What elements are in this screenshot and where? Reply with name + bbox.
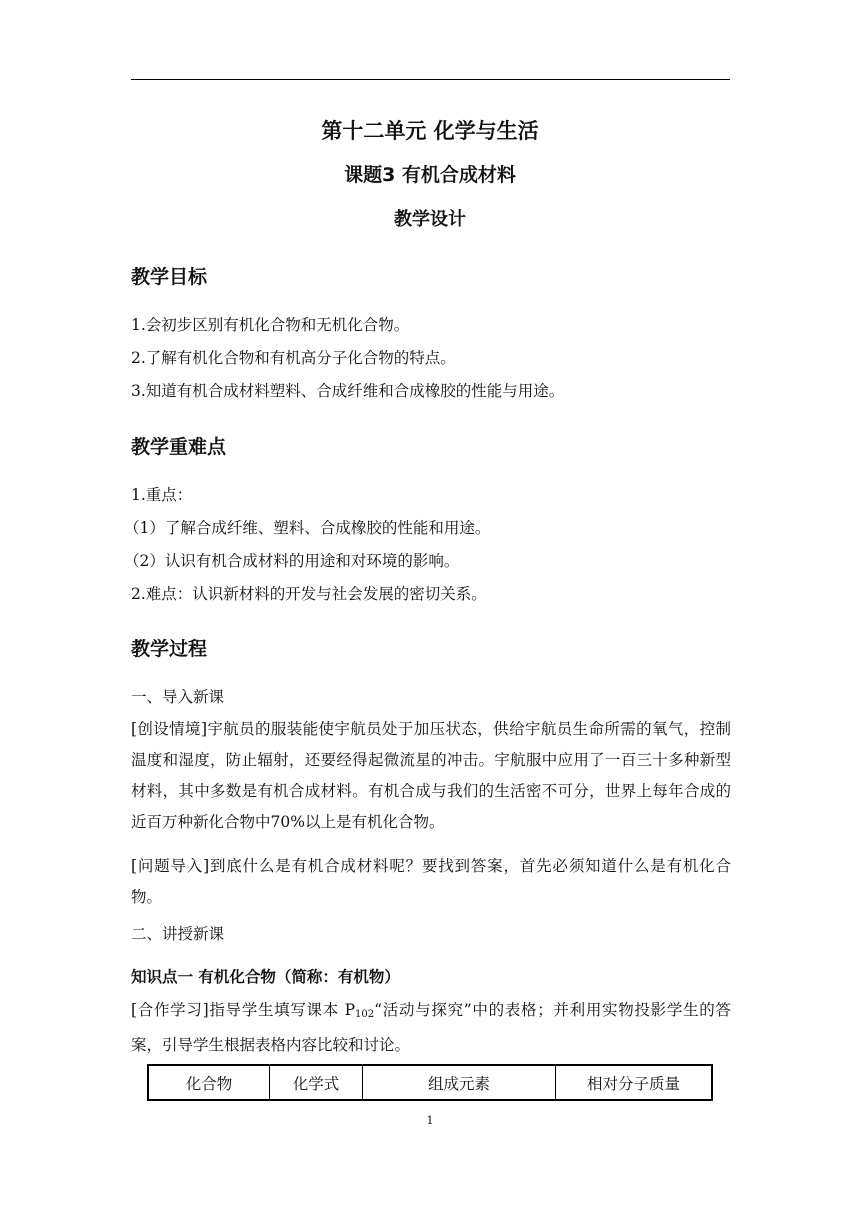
table-header-cell: 相对分子质量 [556, 1065, 713, 1100]
page-number: 1 [426, 1114, 434, 1127]
objective-item-1: 1.会初步区别有机化合物和无机化合物。 [131, 316, 410, 334]
process-heading: 教学过程 [131, 638, 208, 660]
lesson-title: 课题3 有机合成材料 [344, 164, 516, 186]
keypoint-item-1: 1.重点： [131, 486, 193, 504]
header-rule [131, 79, 730, 80]
situation-paragraph: [创设情境]宇航员的服装能使宇航员处于加压状态，供给宇航员生命所需的氧气，控制温度和湿度，防止辐射，还要经得起微流星的冲击。宇航服中应用了一百三十多种新型材料，其中多数是有机合成材料。有机合成与我们的生活密不可分，世界上每年合成的近百万种新化合物中70%以上是有机化合物。 [131, 720, 731, 831]
keypoint-item-2: （1）了解合成纤维、塑料、合成橡胶的性能和用途。 [124, 519, 491, 537]
cooperative-paragraph: [合作学习]指导学生填写课本 $P_{102}“$活动与探究”中的表格；并利用实物投影学生的答案，引导学生根据表格内容比较和讨论。 [131, 1001, 731, 1054]
section-teach: 二、讲授新课 [131, 925, 225, 943]
objectives-heading: 教学目标 [131, 266, 208, 288]
keypoint-item-4: 2.难点：认识新材料的开发与社会发展的密切关系。 [131, 585, 487, 603]
table-header-cell: 化合物 [148, 1065, 270, 1100]
compound-table [147, 1064, 713, 1101]
objective-item-2: 2.了解有机化合物和有机高分子化合物的特点。 [131, 349, 456, 367]
unit-title: 第十二单元 化学与生活 [321, 119, 539, 143]
design-title: 教学设计 [394, 209, 466, 230]
table-header-row [148, 1065, 712, 1100]
objective-item-3: 3.知道有机合成材料塑料、合成纤维和合成橡胶的性能与用途。 [131, 382, 565, 400]
table-header-cell: 组成元素 [363, 1065, 556, 1100]
keypoints-heading: 教学重难点 [131, 436, 227, 458]
section-intro: 一、导入新课 [131, 688, 225, 706]
question-paragraph: [问题导入]到底什么是有机合成材料呢？要找到答案，首先必须知道什么是有机化合物。 [131, 857, 731, 906]
keypoint-item-3: （2）认识有机合成材料的用途和对环境的影响。 [124, 552, 460, 570]
table-header-cell: 化学式 [270, 1065, 363, 1100]
knowledge-point-1: 知识点一 有机化合物（简称：有机物） [131, 968, 400, 986]
